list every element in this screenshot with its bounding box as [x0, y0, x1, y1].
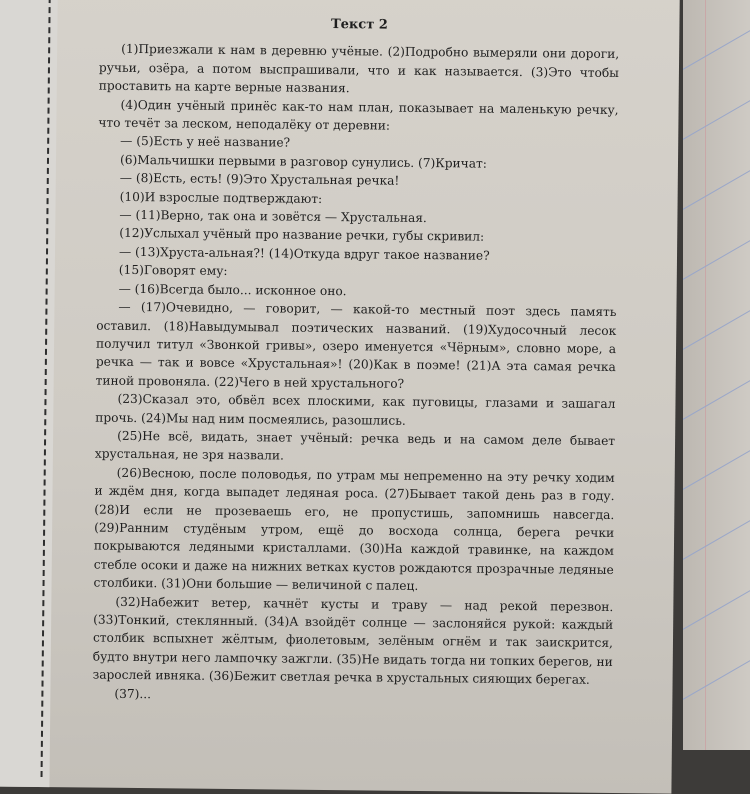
ruled-line [683, 150, 750, 211]
dialogue-line: — (8)Есть, есть! (9)Это Хрустальная речка! [119, 171, 400, 188]
ruled-line [683, 10, 750, 71]
paragraph: (23)Сказал это, обвёл всех плоскими, как пуговицы, глазами и зашагал прочь. (24)Мы над ним посмеялись, разошлись. [95, 391, 616, 428]
dialogue-line: — (16)Всегда было... исконное оно. [118, 281, 347, 298]
adjacent-page [683, 0, 750, 750]
dialogue-line: — (5)Есть у неё название? [120, 134, 291, 151]
paragraph: (12)Услыхал учёный про название речки, губы скривил: [119, 226, 485, 245]
paragraph: (15)Говорят ему: [118, 263, 228, 279]
paragraph: (6)Мальчишки первыми в разговор сунулись. (7)Кричат: [119, 152, 487, 171]
ruled-line [683, 430, 750, 491]
dialogue-line: — (13)Хруста-альная?! (14)Откуда вдруг такое название? [118, 244, 490, 263]
margin-rule [705, 0, 706, 750]
paragraph: (32)Набежит ветер, качнёт кусты и траву — над рекой перезвон. (33)Тонкий, стеклянный. (34)А взойдёт солнце — заслоняйся рукой: каждый столбик вспыхнет жёлтым, фиолетовым, зелёным огнём и так заискрится, будто внутри него лампочку зажгли. (35)Не видать тогда ни топких берегов, ни зарослей ивняка. (36)Бежит светлая речка в хрустальных сияющих берегах. [92, 594, 614, 687]
paragraph: (10)И взрослые подтверждают: [119, 189, 323, 206]
ruled-line [683, 640, 750, 701]
ruled-line [683, 570, 750, 631]
paragraph: (26)Весною, после половодья, по утрам мы непременно на эту речку ходим и ждём дня, когда выпадет ледяная роса. (27)Бывает такой день раз в году. (28)И если не прозеваешь его, не пропустишь, запомнишь навсегда. (29)Ранним студёным утром, ещё до восхода солнца, берега речки покрываются ледяными кристаллами. (30)На каждой травинке, на каждом стебле осоки и даже на нижних ветках кустов рождаются прозрачные ледяные столбики. (31)Они большие — величиной с палец. [93, 465, 615, 594]
paragraph-cut: (37)... [114, 686, 152, 701]
ruled-line [683, 220, 750, 281]
ruled-line [683, 360, 750, 421]
dialogue-line: — (11)Верно, так она и зовётся — Хрустальная. [119, 207, 427, 226]
ruled-line [683, 80, 750, 141]
paragraph: (25)Не всё, видать, знает учёный: речка ведь и на самом деле бывает хрустальная, не зря назвали. [94, 428, 616, 463]
paragraph: (4)Один учёный принёс как-то нам план, показывает на маленькую речку, что течёт за леском, неподалёку от деревни: [98, 97, 619, 133]
page-title: Текст 2 [330, 17, 388, 33]
ruled-line [683, 290, 750, 351]
text-body [92, 14, 619, 708]
dialogue-line: — (17)Очевидно, — говорит, — какой-то местный поэт здесь память оставил. (18)Навыдумывал поэтических названий. (19)Худосочный лесок получил титул «Звонкой гривы», озеро именуется «Чёрным», словно море, а речка — так и вовсе «Хрустальная»! (20)Как в поэме! (21)А эта самая речка тиной провоняла. (22)Чего в ней хрустального? [95, 299, 617, 391]
ruled-line [683, 500, 750, 561]
paragraph: (1)Приезжали к нам в деревню учёные. (2)Подробно вымеряли они дороги, ручьи, озёра, а потом выспрашивали, что и как называется. (3)Это чтобы проставить на карте верные названия. [98, 42, 620, 96]
